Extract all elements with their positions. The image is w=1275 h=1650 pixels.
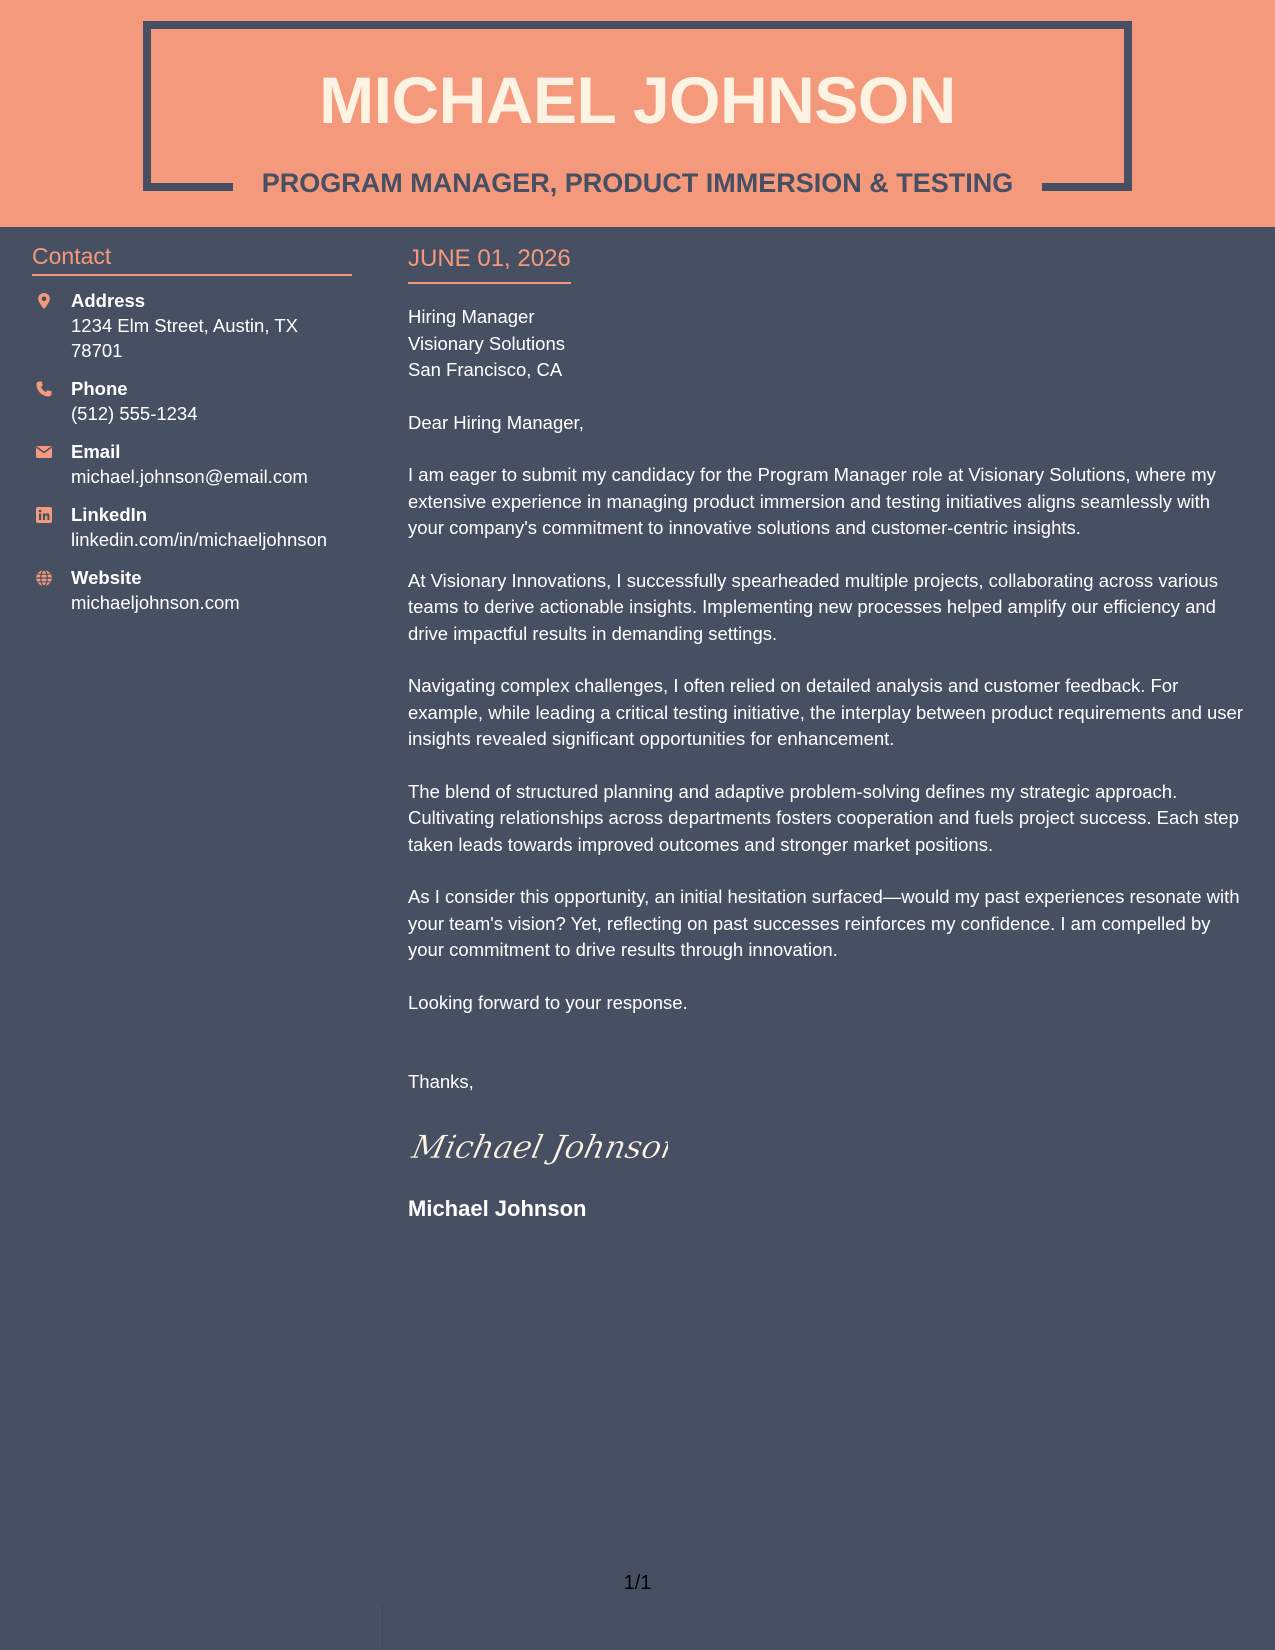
job-title: PROGRAM MANAGER, PRODUCT IMMERSION & TESTING xyxy=(261,168,1014,198)
closing: Thanks, xyxy=(408,1071,474,1092)
contact-item-linkedin xyxy=(32,502,352,552)
contact-value[interactable]: linkedin.com/in/michaeljohnson xyxy=(71,529,328,550)
signer-name: Michael Johnson xyxy=(408,1195,587,1221)
column-divider xyxy=(382,1605,383,1650)
contact-label: Website xyxy=(71,567,142,588)
contact-label: Phone xyxy=(71,378,128,399)
letter-date: JUNE 01, 2026 xyxy=(408,242,571,284)
linkedin-icon xyxy=(35,505,53,523)
page-number: 1/1 xyxy=(623,1572,652,1594)
letter-paragraph: At Visionary Innovations, I successfully spearheaded multiple projects, collaborating across various teams to derive actionable insights. Implementing new processes helped amplify our efficiency and drive impactful results in demanding settings. xyxy=(408,569,1218,644)
phone-icon xyxy=(35,379,53,397)
recipient-line: San Francisco, CA xyxy=(408,359,563,380)
letter-paragraph: As I consider this opportunity, an initial hesitation surfaced—would my past experiences resonate with your team's vision? Yet, reflecting on past successes reinforces my confidence. I am compelled by your commitment to drive results through innovation. xyxy=(408,886,1240,960)
signature-text: Michael Johnson xyxy=(408,1127,668,1166)
contact-item-website xyxy=(32,565,352,615)
contact-item-email xyxy=(32,439,352,489)
recipient-line: Visionary Solutions xyxy=(408,332,565,354)
letter-paragraph: Looking forward to your response. xyxy=(408,991,688,1013)
letter-paragraph: The blend of structured planning and adaptive problem-solving defines my strategic approach. Cultivating relationships across departments fosters cooperation and fuels project success. Each step taken leads towards improved outcomes and stronger market positions. xyxy=(408,780,1239,855)
contact-value[interactable]: michael.johnson@email.com xyxy=(71,466,308,487)
header-banner xyxy=(0,0,1275,227)
contact-value: (512) 555-1234 xyxy=(71,403,198,424)
handwritten-signature xyxy=(408,1122,1243,1172)
contact-item-phone xyxy=(32,376,352,426)
recipient-line: Hiring Manager xyxy=(408,306,535,327)
recipient-block xyxy=(408,304,1243,384)
salutation: Dear Hiring Manager, xyxy=(408,411,584,433)
contact-sidebar xyxy=(32,240,352,628)
contact-label: Address xyxy=(71,290,146,311)
contact-item-address xyxy=(32,288,352,363)
letter-body xyxy=(408,242,1243,1224)
letter-paragraph: I am eager to submit my candidacy for the Program Manager role at Visionary Solutions, where my extensive experience in managing product immersion and testing initiatives aligns seamlessly with your company's commitment to innovative solutions and customer-centric insights. xyxy=(408,464,1216,538)
contact-heading: Contact xyxy=(32,240,352,276)
globe-icon xyxy=(35,568,53,586)
contact-value[interactable]: michaeljohnson.com xyxy=(71,592,240,613)
contact-label: Email xyxy=(71,441,121,462)
map-pin-icon xyxy=(35,291,53,309)
letter-paragraph: Navigating complex challenges, I often relied on detailed analysis and customer feedback. For example, while leading a critical testing initiative, the interplay between product requirements and user insights revealed significant opportunities for enhancement. xyxy=(408,675,1244,749)
contact-list xyxy=(32,288,352,615)
email-icon xyxy=(35,442,53,460)
applicant-name: MICHAEL JOHNSON xyxy=(319,63,956,137)
contact-label: LinkedIn xyxy=(71,504,148,525)
contact-value: 1234 Elm Street, Austin, TX 78701 xyxy=(71,315,298,361)
